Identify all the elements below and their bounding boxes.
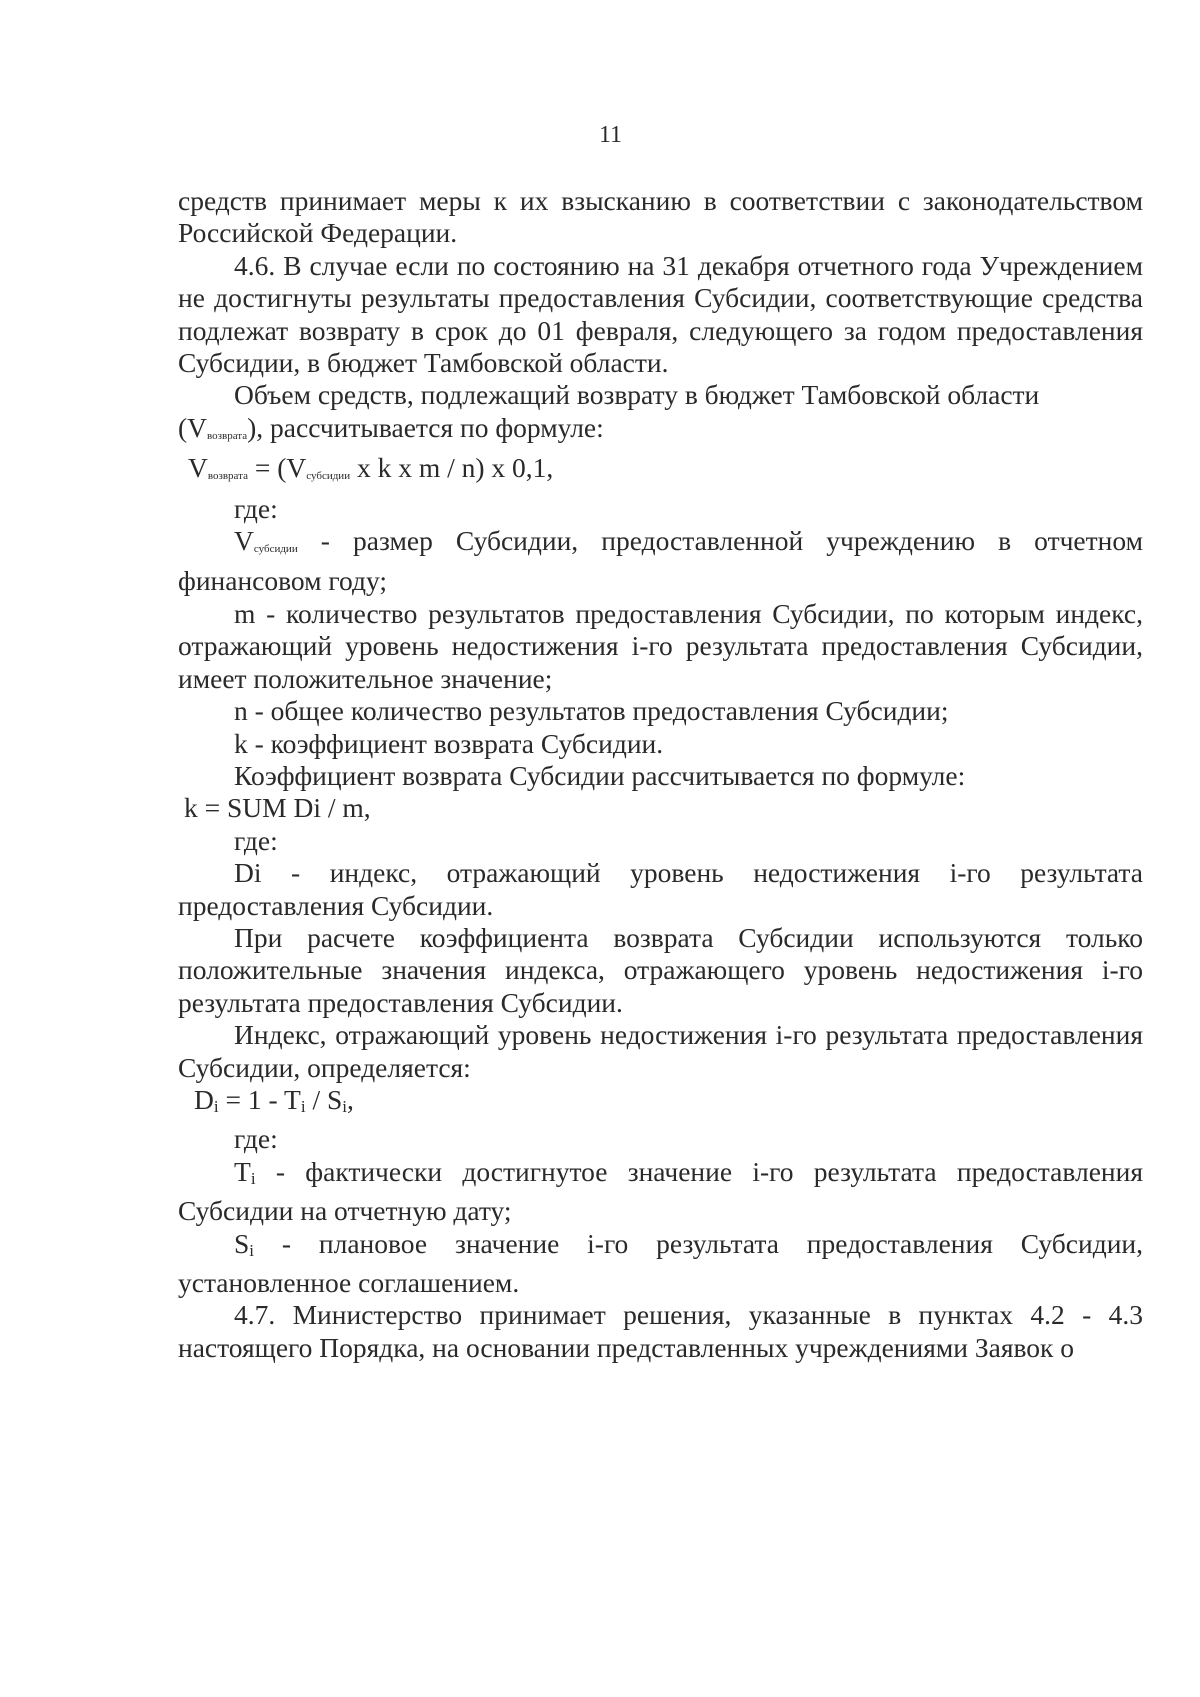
vsub-text: - размер Субсидии, предоставленной учреждению в отчетном финансовом году; [178, 525, 1143, 597]
paragraph-volume-intro: Объем средств, подлежащий возврату в бюджет Тамбовской области [234, 379, 1040, 411]
formula3-sub-3: i [342, 1096, 347, 1116]
definition-si [178, 1228, 1143, 1300]
si-symbol: S [234, 1227, 250, 1259]
definition-v-subsidy [178, 525, 1143, 598]
si-text: - плановое значение i-го результата предоставления Субсидии, установленное соглашением. [178, 1227, 1144, 1298]
definition-k: k - коэффициент возврата Субсидии. [234, 727, 664, 759]
formula1-lhs: V [188, 452, 208, 484]
paragraph-4-6: 4.6. В случае если по состоянию на 31 декабря отчетного года Учреждением не достигнуты результаты предоставления Субсидии, соответствующие средства подлежат возврату в срок до 01 февраля, следующего за годом предоставления Субсидии, в бюджет Тамбовской области. [178, 249, 1143, 379]
formula3-sub-2: i [300, 1096, 306, 1116]
where-label-2: где: [234, 824, 278, 856]
body-text [178, 185, 1143, 1364]
formula3-d: D [194, 1083, 214, 1115]
ti-subscript: i [250, 1168, 256, 1188]
formula-di [194, 1084, 1159, 1123]
vol-open: (V [178, 411, 208, 443]
formula-v-return [188, 452, 1153, 492]
formula3-end: , [346, 1083, 354, 1115]
paragraph-volume-formula-ref [178, 412, 1143, 452]
formula-k: k = SUM Di / m, [184, 792, 371, 824]
vsub-subscript: субсидии [253, 543, 298, 556]
paragraph-index-intro: Индекс, отражающий уровень недостижения i-го результата предоставления Субсидии, определяется: [178, 1019, 1143, 1083]
si-subscript: i [249, 1240, 255, 1260]
definition-n: n - общее количество результатов предоставления Субсидии; [234, 695, 949, 727]
definition-m: m - количество результатов предоставления Субсидии, по которым индекс, отражающий уровень недостижения i-го результата предоставления Субсидии, имеет положительное значение; [178, 597, 1143, 694]
paragraph-k-formula-intro: Коэффициент возврата Субсидии рассчитывается по формуле: [234, 759, 966, 791]
where-label-3: где: [234, 1123, 278, 1155]
definition-di: Di - индекс, отражающий уровень недостижения i-го результата предоставления Субсидии. [178, 857, 1143, 921]
ti-symbol: T [234, 1155, 251, 1187]
vsub-symbol: V [234, 525, 254, 557]
formula3-sub-1: i [213, 1096, 219, 1116]
paragraph-4-7: 4.7. Министерство принимает решения, указанные в пунктах 4.2 - 4.3 настоящего Порядка, на основании представленных учреждениями Заявок о [178, 1299, 1143, 1363]
formula3-slash: / S [305, 1083, 343, 1115]
formula1-rhs: x k x m / n) x 0,1, [350, 452, 554, 484]
paragraph-continuation: средств принимает меры к их взысканию в соответствии с законодательством Российской Федерации. [178, 185, 1143, 249]
ti-text: - фактически достигнутое значение i-го результата предоставления Субсидии на отчетную дату; [178, 1155, 1143, 1227]
page-number: 11 [598, 122, 623, 148]
vol-rest: ), рассчитывается по формуле: [247, 411, 604, 443]
formula3-mid: = 1 - T [218, 1083, 301, 1115]
where-label-1: где: [234, 492, 278, 524]
formula1-mid-sub: субсидии [306, 470, 351, 483]
definition-ti [178, 1156, 1143, 1228]
vol-subscript: возврата [207, 429, 248, 442]
paragraph-positive-values: При расчете коэффициента возврата Субсидии используются только положительные значения индекса, отражающего уровень недостижения i-го результата предоставления Субсидии. [178, 921, 1143, 1018]
formula1-lhs-sub: возврата [207, 470, 248, 483]
formula1-mid: = (V [247, 452, 307, 484]
